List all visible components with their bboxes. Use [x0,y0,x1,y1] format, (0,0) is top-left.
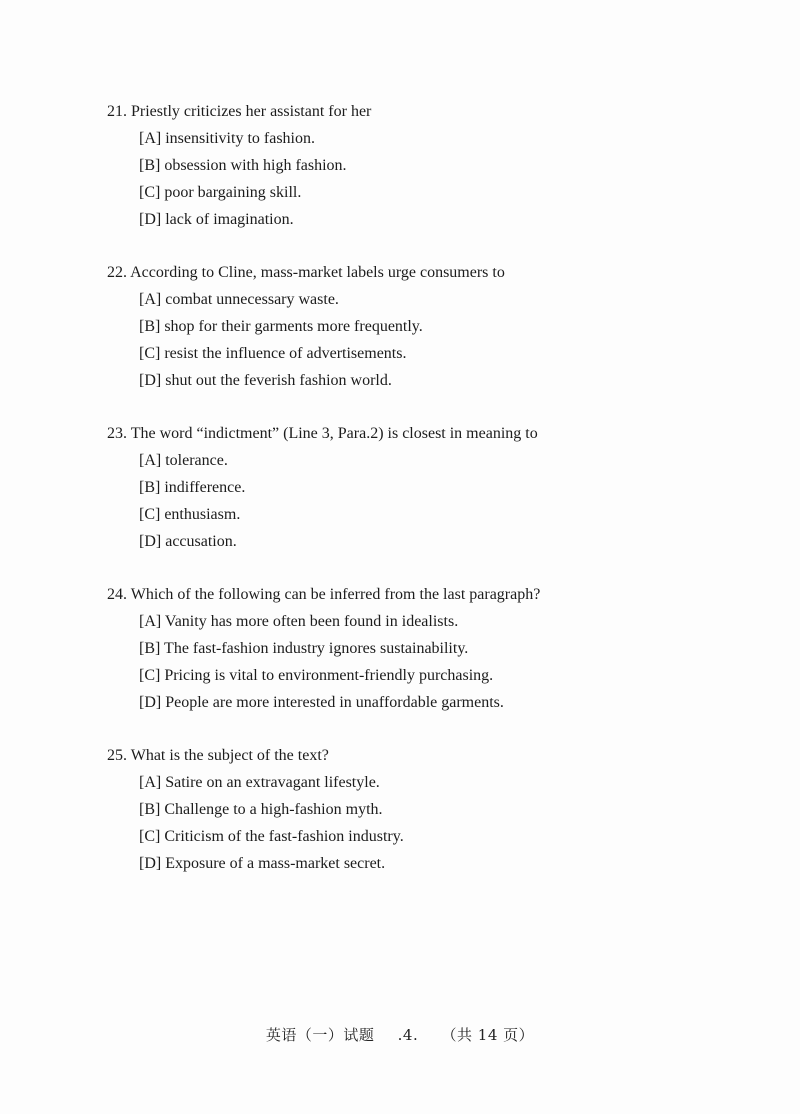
option-b: [B] indifference. [139,479,246,496]
footer-exam-title: 英语（一）试题 [265,1026,375,1044]
question-stem [107,581,747,608]
question-text: Which of the following can be inferred from the last paragraph? [130,586,541,603]
option-d: [D] shut out the feverish fashion world. [139,372,392,389]
option-c: [C] Pricing is vital to environment-friendly purchasing. [139,667,494,684]
option-a: [A] tolerance. [139,452,228,469]
footer-page-total: （共 14 页） [441,1026,535,1044]
question-text: Priestly criticizes her assistant for her [131,103,372,120]
option-d: [D] Exposure of a mass-market secret. [139,855,386,872]
question-stem [107,742,747,769]
option-b: [B] Challenge to a high-fashion myth. [139,801,383,818]
question-number: 24. [107,586,127,603]
option-b: [B] The fast-fashion industry ignores sustainability. [139,640,469,657]
question-text: What is the subject of the text? [130,747,329,764]
option-list [107,447,747,555]
footer-page-number: .4. [397,1026,419,1044]
option-d: [D] accusation. [139,533,237,550]
option-list [107,286,747,394]
question-stem [107,98,747,125]
question-number: 22. [107,264,127,281]
option-list [107,608,747,716]
question-number: 23. [107,425,127,442]
option-b: [B] shop for their garments more frequently. [139,318,423,335]
question-number: 21. [107,103,127,120]
question-text: The word “indictment” (Line 3, Para.2) is closest in meaning to [130,425,538,442]
question-22 [107,259,747,394]
option-d: [D] lack of imagination. [139,211,294,228]
option-list [107,769,747,877]
option-a: [A] Satire on an extravagant lifestyle. [139,774,380,791]
option-list [107,125,747,233]
question-stem [107,259,747,286]
question-number: 25. [107,747,127,764]
option-c: [C] Criticism of the fast-fashion industry. [139,828,404,845]
question-stem [107,420,747,447]
question-text: According to Cline, mass-market labels urge consumers to [130,264,505,281]
option-a: [A] combat unnecessary waste. [139,291,339,308]
option-a: [A] Vanity has more often been found in idealists. [139,613,459,630]
option-c: [C] enthusiasm. [139,506,241,523]
option-d: [D] People are more interested in unaffordable garments. [139,694,504,711]
question-24 [107,581,747,716]
option-b: [B] obsession with high fashion. [139,157,347,174]
question-23 [107,420,747,555]
question-list [107,98,747,903]
question-21 [107,98,747,233]
option-a: [A] insensitivity to fashion. [139,130,315,147]
option-c: [C] poor bargaining skill. [139,184,302,201]
option-c: [C] resist the influence of advertisements. [139,345,407,362]
question-25 [107,742,747,877]
page-footer [0,1024,800,1046]
